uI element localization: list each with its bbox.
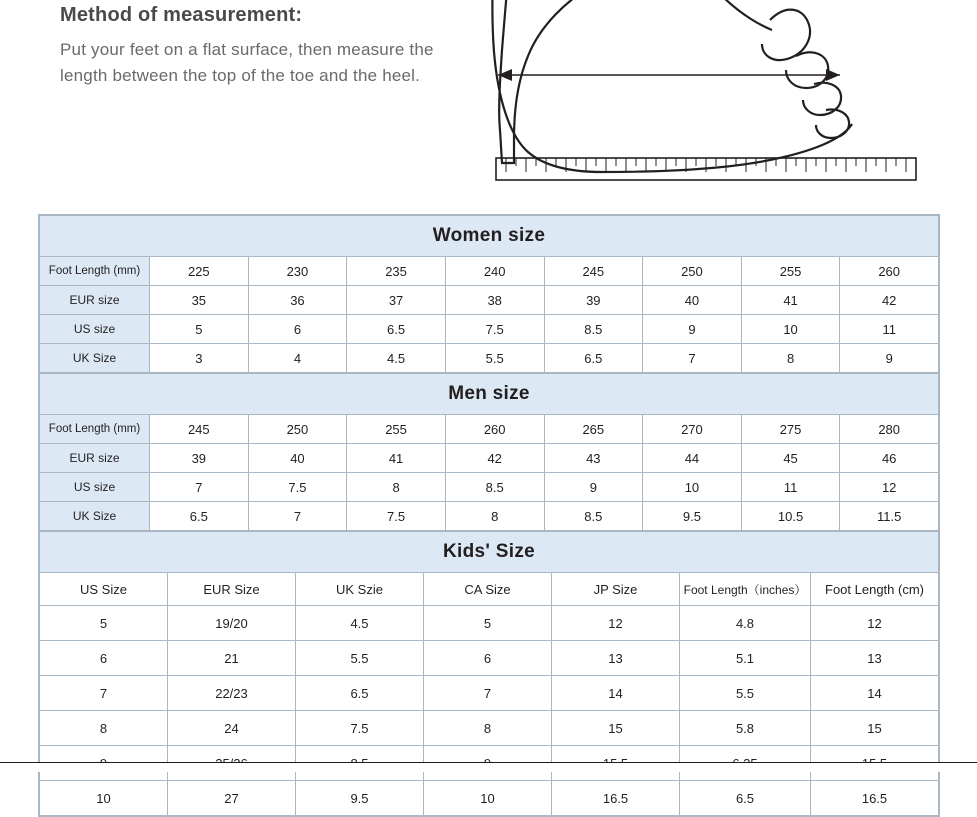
women-size-title: Women size bbox=[40, 216, 939, 257]
cell: 7.5 bbox=[248, 473, 347, 502]
cell: 7.5 bbox=[347, 502, 446, 531]
row-label: UK Size bbox=[40, 502, 150, 531]
cell: 260 bbox=[445, 415, 544, 444]
cell: 5.1 bbox=[680, 641, 811, 676]
table-row bbox=[40, 257, 939, 286]
cell: 13 bbox=[552, 641, 680, 676]
column-header: Foot Length（inches） bbox=[680, 573, 811, 606]
cell: 5.5 bbox=[680, 676, 811, 711]
cell: 14 bbox=[811, 676, 939, 711]
cell: 24 bbox=[168, 711, 296, 746]
cell: 9 bbox=[544, 473, 643, 502]
row-label: UK Size bbox=[40, 344, 150, 373]
row-label: EUR size bbox=[40, 286, 150, 315]
cell: 6.5 bbox=[347, 315, 446, 344]
instruction-section bbox=[0, 0, 977, 200]
men-size-title-row bbox=[40, 374, 939, 415]
cell: 12 bbox=[811, 606, 939, 641]
cell: 9 bbox=[840, 344, 939, 373]
cell: 35 bbox=[150, 286, 249, 315]
kids-size-table bbox=[39, 531, 939, 816]
cell: 6 bbox=[424, 641, 552, 676]
cell: 14 bbox=[552, 676, 680, 711]
cell: 9.5 bbox=[296, 781, 424, 816]
cell: 5.8 bbox=[680, 711, 811, 746]
row-label: EUR size bbox=[40, 444, 150, 473]
women-size-title-row bbox=[40, 216, 939, 257]
cell: 10 bbox=[424, 781, 552, 816]
column-header: CA Size bbox=[424, 573, 552, 606]
cell: 16.5 bbox=[811, 781, 939, 816]
cell: 7.5 bbox=[445, 315, 544, 344]
cell: 45 bbox=[741, 444, 840, 473]
cell: 10.5 bbox=[741, 502, 840, 531]
cell: 10 bbox=[40, 781, 168, 816]
cell: 3 bbox=[150, 344, 249, 373]
cell: 27 bbox=[168, 781, 296, 816]
cell: 255 bbox=[741, 257, 840, 286]
cell: 8 bbox=[347, 473, 446, 502]
cell: 225 bbox=[150, 257, 249, 286]
cell: 8.5 bbox=[544, 315, 643, 344]
table-row bbox=[40, 781, 939, 816]
table-row bbox=[40, 676, 939, 711]
cell: 7 bbox=[424, 676, 552, 711]
cell: 230 bbox=[248, 257, 347, 286]
cell: 8 bbox=[741, 344, 840, 373]
men-size-title: Men size bbox=[40, 374, 939, 415]
cell: 21 bbox=[168, 641, 296, 676]
cell: 7 bbox=[40, 676, 168, 711]
table-row bbox=[40, 641, 939, 676]
cell: 5.5 bbox=[445, 344, 544, 373]
cell: 42 bbox=[840, 286, 939, 315]
column-header: Foot Length (cm) bbox=[811, 573, 939, 606]
kids-size-title-row bbox=[40, 532, 939, 573]
table-row bbox=[40, 286, 939, 315]
kids-header-row bbox=[40, 573, 939, 606]
cell: 270 bbox=[643, 415, 742, 444]
cell: 8.5 bbox=[445, 473, 544, 502]
cell: 40 bbox=[643, 286, 742, 315]
cell: 6 bbox=[248, 315, 347, 344]
cell: 12 bbox=[552, 606, 680, 641]
column-header: EUR Size bbox=[168, 573, 296, 606]
method-title: Method of measurement: bbox=[60, 4, 303, 26]
cell: 11.5 bbox=[840, 502, 939, 531]
cell: 9.5 bbox=[643, 502, 742, 531]
cell: 10 bbox=[643, 473, 742, 502]
cell: 36 bbox=[248, 286, 347, 315]
cell: 5 bbox=[150, 315, 249, 344]
cell: 8 bbox=[424, 711, 552, 746]
cell: 6 bbox=[40, 641, 168, 676]
cell: 12 bbox=[840, 473, 939, 502]
men-size-table bbox=[39, 373, 939, 531]
method-description: Put your feet on a flat surface, then measure the length between the top of the toe and the heel. bbox=[60, 40, 434, 86]
cell: 6.5 bbox=[680, 781, 811, 816]
cell: 235 bbox=[347, 257, 446, 286]
cell: 6.5 bbox=[544, 344, 643, 373]
table-row bbox=[40, 344, 939, 373]
cell: 7.5 bbox=[296, 711, 424, 746]
row-label: US size bbox=[40, 315, 150, 344]
row-label: US size bbox=[40, 473, 150, 502]
table-row bbox=[40, 502, 939, 531]
cell: 9 bbox=[643, 315, 742, 344]
column-header: US Size bbox=[40, 573, 168, 606]
table-row bbox=[40, 473, 939, 502]
cell: 13 bbox=[811, 641, 939, 676]
cell: 245 bbox=[150, 415, 249, 444]
women-size-table bbox=[39, 215, 939, 373]
size-chart-tables bbox=[38, 214, 940, 817]
cell: 255 bbox=[347, 415, 446, 444]
cell: 7 bbox=[248, 502, 347, 531]
table-row bbox=[40, 711, 939, 746]
cell: 4 bbox=[248, 344, 347, 373]
cell: 6.5 bbox=[150, 502, 249, 531]
cell: 250 bbox=[643, 257, 742, 286]
cell: 40 bbox=[248, 444, 347, 473]
cell: 22/23 bbox=[168, 676, 296, 711]
cell: 43 bbox=[544, 444, 643, 473]
row-label: Foot Length (mm) bbox=[40, 415, 150, 444]
cell: 5 bbox=[40, 606, 168, 641]
cell: 46 bbox=[840, 444, 939, 473]
cell: 4.5 bbox=[296, 606, 424, 641]
table-row bbox=[40, 444, 939, 473]
table-row bbox=[40, 606, 939, 641]
cell: 39 bbox=[150, 444, 249, 473]
cell: 245 bbox=[544, 257, 643, 286]
cell: 41 bbox=[741, 286, 840, 315]
cell: 39 bbox=[544, 286, 643, 315]
table-row bbox=[40, 315, 939, 344]
cell: 265 bbox=[544, 415, 643, 444]
cell: 240 bbox=[445, 257, 544, 286]
cell: 6.5 bbox=[296, 676, 424, 711]
cell: 280 bbox=[840, 415, 939, 444]
cell: 11 bbox=[840, 315, 939, 344]
cell: 41 bbox=[347, 444, 446, 473]
cell: 42 bbox=[445, 444, 544, 473]
cell: 15 bbox=[811, 711, 939, 746]
cell: 44 bbox=[643, 444, 742, 473]
cell: 37 bbox=[347, 286, 446, 315]
cell: 4.8 bbox=[680, 606, 811, 641]
kids-size-title: Kids' Size bbox=[40, 532, 939, 573]
cell: 8 bbox=[40, 711, 168, 746]
table-row bbox=[40, 415, 939, 444]
cell: 250 bbox=[248, 415, 347, 444]
cell: 8.5 bbox=[544, 502, 643, 531]
cell: 7 bbox=[150, 473, 249, 502]
column-header: JP Size bbox=[552, 573, 680, 606]
cell: 19/20 bbox=[168, 606, 296, 641]
cell: 4.5 bbox=[347, 344, 446, 373]
cell: 260 bbox=[840, 257, 939, 286]
column-header: UK Szie bbox=[296, 573, 424, 606]
row-label: Foot Length (mm) bbox=[40, 257, 150, 286]
cell: 7 bbox=[643, 344, 742, 373]
cell: 8 bbox=[445, 502, 544, 531]
cell: 15 bbox=[552, 711, 680, 746]
cell: 10 bbox=[741, 315, 840, 344]
foot-measurement-diagram bbox=[470, 0, 940, 200]
method-of-measurement-block bbox=[60, 4, 460, 90]
cell: 5 bbox=[424, 606, 552, 641]
cell: 11 bbox=[741, 473, 840, 502]
cell: 275 bbox=[741, 415, 840, 444]
cell: 38 bbox=[445, 286, 544, 315]
cell: 16.5 bbox=[552, 781, 680, 816]
cell: 5.5 bbox=[296, 641, 424, 676]
